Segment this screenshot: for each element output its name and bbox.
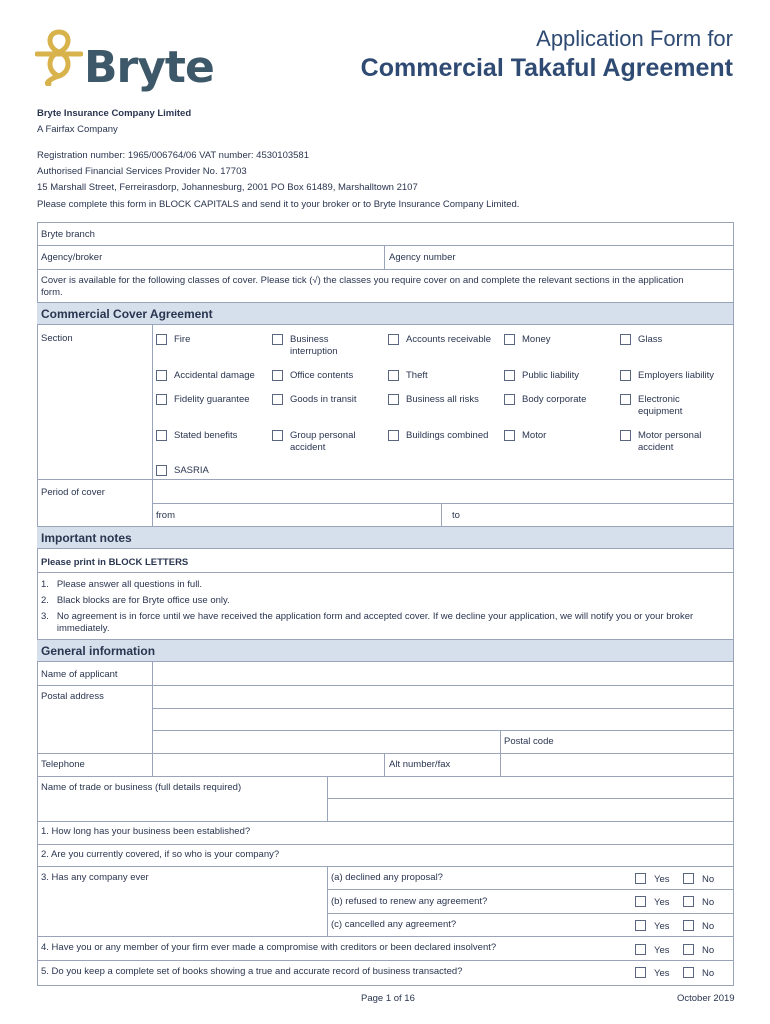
agency-broker-label: Agency/broker (41, 252, 103, 263)
yes-checkbox[interactable] (635, 920, 646, 931)
question-3c-label: (c) cancelled any agreement? (331, 919, 457, 930)
form-instruction: Please complete this form in BLOCK CAPITALS and send it to your broker or to Bryte Insurance Company Limited. (37, 199, 520, 210)
cover-class-label: Body corporate (522, 394, 587, 405)
no-checkbox[interactable] (683, 967, 694, 978)
cover-class-label: Group personal accident (290, 430, 356, 453)
trade-field[interactable] (328, 777, 733, 820)
alt-number-label: Alt number/fax (389, 759, 451, 770)
company-parent: A Fairfax Company (37, 124, 118, 135)
yes-label: Yes (654, 897, 670, 908)
cover-class-checkbox[interactable] (272, 370, 283, 381)
logo-wordmark: Bryte (84, 42, 214, 93)
general-information-heading: General information (37, 639, 733, 662)
cover-class-label: Motor personal accident (638, 430, 702, 453)
cover-class-label: Office contents (290, 370, 354, 381)
cover-class-checkbox[interactable] (156, 370, 167, 381)
no-checkbox[interactable] (683, 944, 694, 955)
no-label: No (702, 897, 715, 908)
important-notes-heading: Important notes (37, 526, 733, 549)
alt-number-field[interactable] (501, 754, 733, 776)
question-4-label: 4. Have you or any member of your firm ever made a compromise with creditors or been declared insolvent? (41, 942, 497, 953)
cover-class-label: Goods in transit (290, 394, 357, 405)
period-to-field[interactable] (470, 504, 730, 525)
applicant-name-label: Name of applicant (41, 669, 118, 680)
cover-class-checkbox[interactable] (504, 370, 515, 381)
branch-label: Bryte branch (41, 229, 95, 240)
cover-class-checkbox[interactable] (388, 430, 399, 441)
question-3-label: 3. Has any company ever (41, 872, 149, 883)
yes-label: Yes (654, 921, 670, 932)
cover-class-label: Money (522, 334, 551, 345)
yes-checkbox[interactable] (635, 944, 646, 955)
cover-class-label: Electronic equipment (638, 394, 683, 417)
cover-class-checkbox[interactable] (388, 334, 399, 345)
cover-class-label: Fire (174, 334, 191, 345)
cover-class-checkbox[interactable] (156, 465, 167, 476)
commercial-cover-heading: Commercial Cover Agreement (37, 302, 733, 325)
cover-class-label: Buildings combined (406, 430, 489, 441)
note-item-1: 1. Please answer all questions in full. (41, 579, 203, 590)
period-to-label: to (452, 510, 460, 521)
question-1-label: 1. How long has your business been established? (41, 826, 251, 837)
bryte-logo-mark-icon (35, 28, 83, 86)
cover-class-label: Accidental damage (174, 370, 255, 381)
cover-class-checkbox[interactable] (504, 430, 515, 441)
no-checkbox[interactable] (683, 873, 694, 884)
agency-number-label: Agency number (389, 252, 456, 263)
period-from-field[interactable] (180, 504, 435, 525)
cover-class-label: Stated benefits (174, 430, 238, 441)
cover-class-label: Accounts receivable (406, 334, 492, 345)
cover-class-checkbox[interactable] (156, 394, 167, 405)
cover-class-checkbox[interactable] (620, 370, 631, 381)
cover-class-checkbox[interactable] (620, 430, 631, 441)
postal-address-field[interactable] (153, 686, 733, 753)
cover-class-checkbox[interactable] (388, 394, 399, 405)
cover-class-checkbox[interactable] (620, 334, 631, 345)
company-name: Bryte Insurance Company Limited (37, 108, 192, 119)
cover-class-label: Glass (638, 334, 663, 345)
cover-class-checkbox[interactable] (504, 394, 515, 405)
form-title-line1: Application Form for (536, 26, 733, 51)
revision-date: October 2019 (677, 993, 735, 1004)
note-item-2: 2. Black blocks are for Bryte office use only. (41, 595, 230, 606)
yes-label: Yes (654, 945, 670, 956)
cover-class-checkbox[interactable] (272, 334, 283, 345)
no-checkbox[interactable] (683, 920, 694, 931)
yes-label: Yes (654, 874, 670, 885)
cover-class-checkbox[interactable] (620, 394, 631, 405)
page-number: Page 1 of 16 (361, 993, 415, 1004)
cover-note: Cover is available for the following classes of cover. Please tick (√) the classes you require cover on and complete the relevant sections in the application form. (41, 275, 684, 298)
cover-class-checkbox[interactable] (272, 430, 283, 441)
form-title-line2: Commercial Takaful Agreement (360, 54, 733, 82)
postal-code-label: Postal code (504, 736, 554, 747)
postal-address-label: Postal address (41, 691, 104, 702)
no-label: No (702, 945, 715, 956)
cover-class-checkbox[interactable] (272, 394, 283, 405)
yes-checkbox[interactable] (635, 873, 646, 884)
question-2-label: 2. Are you currently covered, if so who is your company? (41, 849, 280, 860)
cover-class-label: Motor (522, 430, 547, 441)
cover-class-label: Employers liability (638, 370, 715, 381)
question-3b-label: (b) refused to renew any agreement? (331, 896, 488, 907)
cover-class-label: Business interruption (290, 334, 338, 357)
section-label: Section (41, 333, 73, 344)
cover-class-checkbox[interactable] (156, 430, 167, 441)
cover-class-label: Business all risks (406, 394, 479, 405)
no-label: No (702, 921, 715, 932)
no-checkbox[interactable] (683, 896, 694, 907)
block-letters-note: Please print in BLOCK LETTERS (41, 557, 189, 568)
question-5-label: 5. Do you keep a complete set of books showing a true and accurate record of business transacted? (41, 966, 463, 977)
yes-checkbox[interactable] (635, 896, 646, 907)
cover-class-label: Theft (406, 370, 428, 381)
company-registration: Registration number: 1965/006764/06 VAT number: 4530103581 (37, 150, 309, 161)
company-address: 15 Marshall Street, Ferreirasdorp, Johannesburg, 2001 PO Box 61489, Marshalltown 2107 (37, 182, 418, 193)
yes-checkbox[interactable] (635, 967, 646, 978)
question-3a-label: (a) declined any proposal? (331, 872, 443, 883)
cover-class-checkbox[interactable] (388, 370, 399, 381)
cover-class-label: SASRIA (174, 465, 209, 476)
note-item-3: 3. No agreement is in force until we have received the application form and accepted cover. If we decline your application, we will notify you or your broker immediately. (41, 611, 694, 634)
telephone-label: Telephone (41, 759, 85, 770)
no-label: No (702, 874, 715, 885)
cover-class-label: Public liability (522, 370, 580, 381)
trade-label: Name of trade or business (full details required) (41, 782, 242, 793)
cover-class-checkbox[interactable] (156, 334, 167, 345)
cover-class-label: Fidelity guarantee (174, 394, 250, 405)
applicant-name-field[interactable] (153, 663, 733, 685)
period-from-label: from (156, 510, 175, 521)
telephone-field[interactable] (153, 754, 383, 776)
company-fsp: Authorised Financial Services Provider No. 17703 (37, 166, 247, 177)
period-of-cover-label: Period of cover (41, 487, 105, 498)
no-label: No (702, 968, 715, 979)
cover-class-checkbox[interactable] (504, 334, 515, 345)
yes-label: Yes (654, 968, 670, 979)
